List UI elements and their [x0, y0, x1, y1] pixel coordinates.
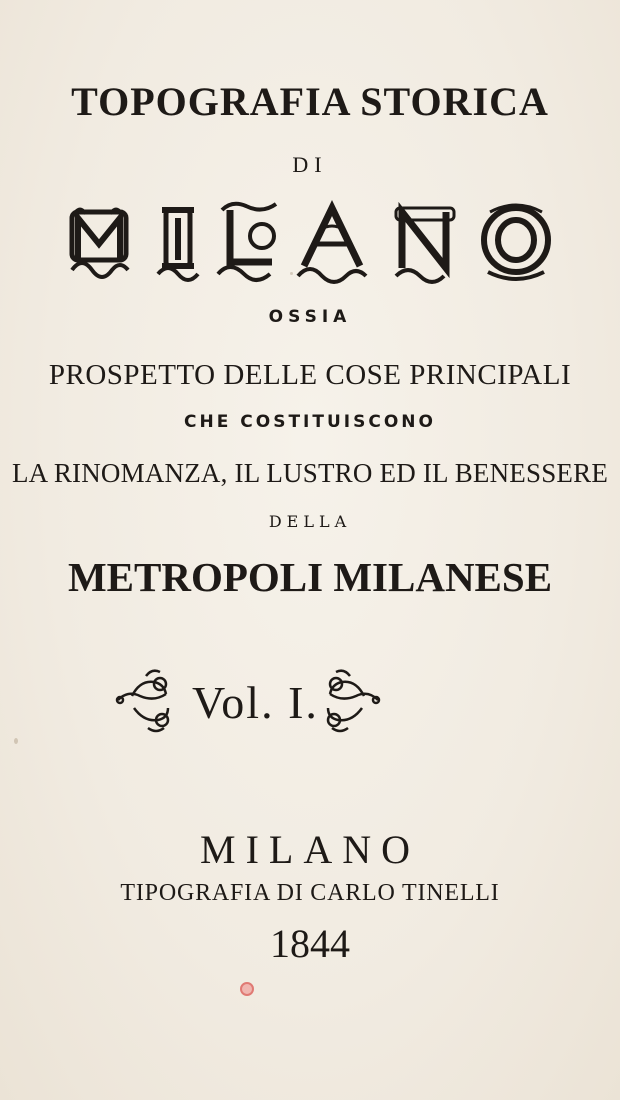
milano-ornamental-letters-icon [60, 198, 560, 288]
left-flourish-icon [112, 666, 182, 736]
subtitle-line-3: LA RINOMANZA, IL LUSTRO ED IL BENESSERE [11, 458, 609, 488]
imprint-publisher: TIPOGRAFIA DI CARLO TINELLI [120, 880, 500, 906]
subtitle-line-2: CHE COSTITUISCONO [184, 412, 436, 432]
subtitle-line-4: DELLA [268, 512, 352, 531]
title-di: DI [292, 152, 328, 177]
ink-spot [290, 272, 293, 275]
ossia-line: OSSIA [268, 307, 352, 327]
library-stamp-icon [240, 982, 254, 996]
volume-label: Vol. I. [192, 677, 319, 728]
imprint-place: MILANO [200, 827, 420, 872]
ink-spot [14, 738, 18, 744]
imprint-year: 1844 [270, 921, 350, 966]
decorative-city-name [0, 198, 620, 288]
ink-spot [512, 378, 515, 381]
subtitle-line-5: METROPOLI MILANESE [67, 554, 553, 600]
title-line-1: TOPOGRAFIA STORICA [71, 79, 549, 124]
right-flourish-icon [314, 666, 384, 736]
volume-row [0, 662, 620, 742]
subtitle-line-1: PROSPETTO DELLE COSE PRINCIPALI [48, 359, 572, 391]
